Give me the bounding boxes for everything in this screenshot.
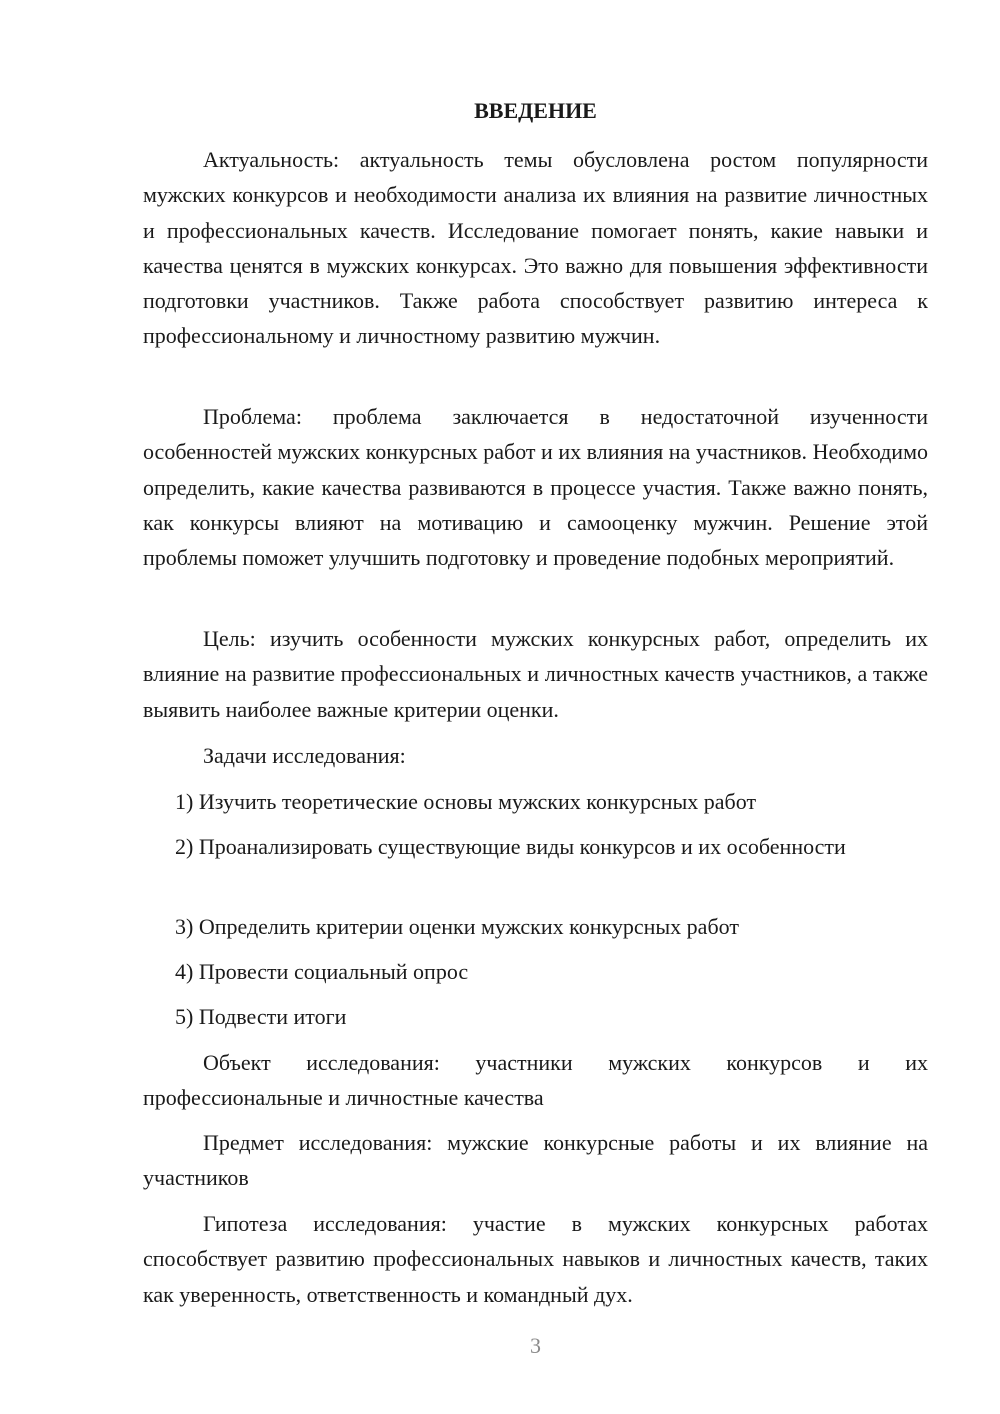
hypothesis-paragraph: Гипотеза исследования: участие в мужских конкурсных работах способствует развитию профессиональных навыков и личностных качеств, таких как уверенность, ответственность и командный дух. xyxy=(143,1211,928,1307)
task-item-1: 1) Изучить теоретические основы мужских конкурсных работ xyxy=(175,789,757,814)
task-item-5: 5) Подвести итоги xyxy=(175,1004,347,1029)
problem-paragraph: Проблема: проблема заключается в недостаточной изученности особенностей мужских конкурсных работ и их влияния на участников. Необходимо определить, какие качества развиваются в процессе участия. Также важно понять, как конкурсы влияют на мотивацию и самооценку мужчин. Решение этой проблемы поможет улучшить подготовку и проведение подобных мероприятий. xyxy=(143,404,928,571)
document-page xyxy=(143,0,928,1414)
task-item-3: 3) Определить критерии оценки мужских конкурсных работ xyxy=(175,914,739,939)
page-title: ВВЕДЕНИЕ xyxy=(474,98,597,123)
tasks-heading: Задачи исследования: xyxy=(203,743,406,768)
task-item-2: 2) Проанализировать существующие виды конкурсов и их особенности xyxy=(175,834,846,859)
subject-paragraph: Предмет исследования: мужские конкурсные работы и их влияние на участников xyxy=(143,1130,928,1191)
relevance-paragraph: Актуальность: актуальность темы обусловлена ростом популярности мужских конкурсов и необходимости анализа их влияния на развитие личностных и профессиональных качеств. Исследование помогает понять, какие навыки и качества ценятся в мужских конкурсах. Это важно для повышения эффективности подготовки участников. Также работа способствует развитию интереса к профессиональному и личностному развитию мужчин. xyxy=(143,147,928,349)
goal-paragraph: Цель: изучить особенности мужских конкурсных работ, определить их влияние на развитие профессиональных и личностных качеств участников, а также выявить наиболее важные критерии оценки. xyxy=(143,626,928,722)
object-paragraph: Объект исследования: участники мужских конкурсов и их профессиональные и личностные качества xyxy=(143,1050,928,1111)
page-number: 3 xyxy=(530,1333,541,1358)
task-item-4: 4) Провести социальный опрос xyxy=(175,959,469,984)
